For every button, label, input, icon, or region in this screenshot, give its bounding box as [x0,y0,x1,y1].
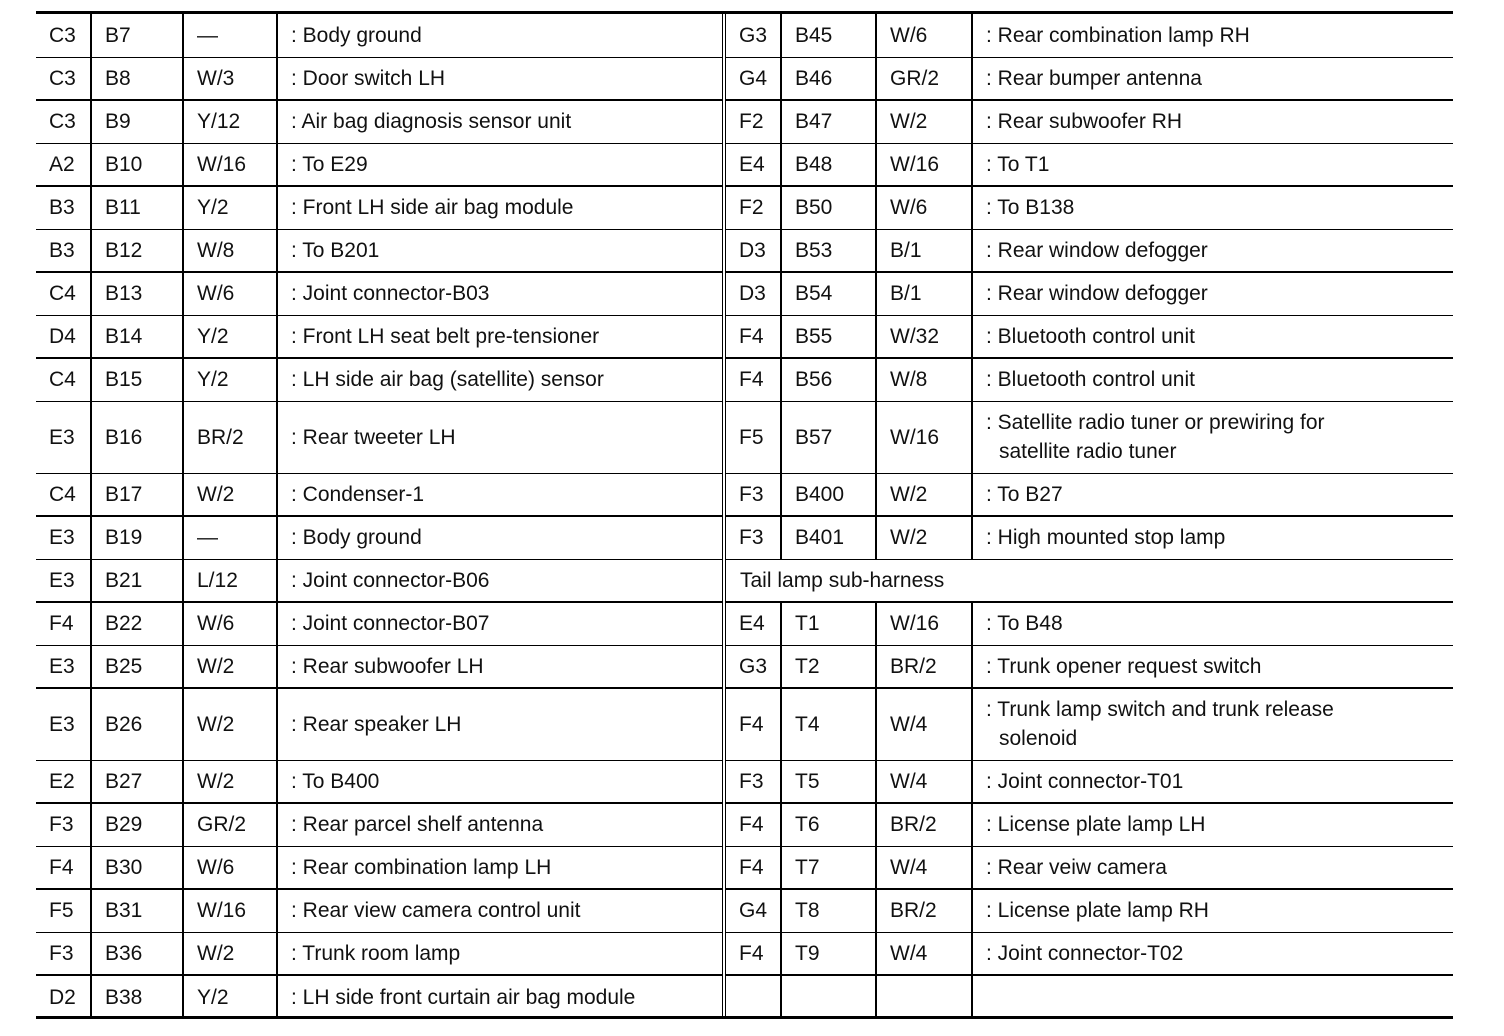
pins-cell: BR/2 [876,889,972,932]
pins-cell: W/3 [183,57,277,100]
connector-cell: B25 [91,645,183,688]
grid-cell: D2 [36,975,91,1018]
description-cell: : Body ground [277,516,722,559]
table-row [36,272,722,315]
table-row [36,473,722,516]
right-table [726,14,1453,1018]
grid-cell: D3 [726,272,781,315]
pins-cell: Y/2 [183,186,277,229]
description-cell: : To E29 [277,143,722,186]
table-row [726,760,1453,803]
pins-cell: W/4 [876,760,972,803]
description-cell: : To B48 [972,602,1453,645]
grid-cell: B3 [36,186,91,229]
connector-cell: T1 [781,602,876,645]
pins-cell: W/2 [183,688,277,760]
table-row [726,975,1453,1018]
connector-cell: B22 [91,602,183,645]
description-cell: : Body ground [277,14,722,57]
table-row [36,315,722,358]
description-cell: : Joint connector-T02 [972,932,1453,975]
pins-cell: BR/2 [183,401,277,473]
grid-cell: F3 [726,760,781,803]
grid-cell: A2 [36,143,91,186]
connector-cell: T9 [781,932,876,975]
description-cell: : To B27 [972,473,1453,516]
table-row [36,932,722,975]
connector-cell: B12 [91,229,183,272]
pins-cell: GR/2 [183,803,277,846]
table-row [36,229,722,272]
grid-cell: F3 [36,932,91,975]
grid-cell: G3 [726,645,781,688]
description-cell: : Joint connector-B07 [277,602,722,645]
pins-cell: W/8 [183,229,277,272]
description-cell: : Trunk room lamp [277,932,722,975]
pins-cell: W/2 [183,645,277,688]
pins-cell: W/4 [876,932,972,975]
table-row [36,559,722,602]
description-cell: : Rear parcel shelf antenna [277,803,722,846]
description-cell: : To B201 [277,229,722,272]
table-row [726,358,1453,401]
description-cell: : Joint connector-B03 [277,272,722,315]
table-row [36,975,722,1018]
pins-cell: BR/2 [876,645,972,688]
description-cell: : Rear combination lamp LH [277,846,722,889]
connector-cell: B14 [91,315,183,358]
connector-cell: B21 [91,559,183,602]
description-cell: : Rear combination lamp RH [972,14,1453,57]
table-row [726,272,1453,315]
grid-cell: G4 [726,889,781,932]
table-row [726,889,1453,932]
table-row [726,473,1453,516]
connector-cell: B11 [91,186,183,229]
table-row [726,229,1453,272]
table-row [36,846,722,889]
grid-cell: E3 [36,559,91,602]
pins-cell: W/32 [876,315,972,358]
connector-cell: T2 [781,645,876,688]
description-cell: : To T1 [972,143,1453,186]
description-cell: : License plate lamp LH [972,803,1453,846]
grid-cell: E3 [36,516,91,559]
pins-cell: W/6 [183,272,277,315]
description-cell [972,975,1453,1018]
table-row [36,186,722,229]
grid-cell: C3 [36,14,91,57]
description-line-1: : Trunk lamp switch and trunk release [986,698,1334,722]
grid-cell: F4 [726,358,781,401]
connector-cell: B10 [91,143,183,186]
section-header: Tail lamp sub-harness [726,559,1453,602]
connector-cell: B53 [781,229,876,272]
description-cell: : Front LH side air bag module [277,186,722,229]
connector-cell: B400 [781,473,876,516]
pins-cell: W/16 [876,602,972,645]
pins-cell: W/4 [876,846,972,889]
grid-cell: C4 [36,358,91,401]
pins-cell: GR/2 [876,57,972,100]
table-row [726,100,1453,143]
description-cell: : Front LH seat belt pre-tensioner [277,315,722,358]
grid-cell: F5 [36,889,91,932]
connector-cell: T4 [781,688,876,760]
connector-cell: B56 [781,358,876,401]
description-cell: : To B138 [972,186,1453,229]
grid-cell: F3 [726,516,781,559]
description-cell: : Rear view camera control unit [277,889,722,932]
grid-cell: F2 [726,186,781,229]
pins-cell: BR/2 [876,803,972,846]
grid-cell: E3 [36,645,91,688]
pins-cell: W/16 [183,143,277,186]
description-cell: : Rear bumper antenna [972,57,1453,100]
grid-cell: F4 [726,688,781,760]
pins-cell: — [183,516,277,559]
pins-cell: B/1 [876,229,972,272]
connector-cell: T8 [781,889,876,932]
grid-cell: F2 [726,100,781,143]
table-row [726,516,1453,559]
grid-cell: B3 [36,229,91,272]
connector-cell: B30 [91,846,183,889]
table-row [36,358,722,401]
grid-cell: D3 [726,229,781,272]
table-row [726,602,1453,645]
left-column-table [36,14,722,1018]
table-row [726,143,1453,186]
table-row [36,645,722,688]
connector-cell: B36 [91,932,183,975]
grid-cell: D4 [36,315,91,358]
grid-cell: E4 [726,602,781,645]
connector-cell: T6 [781,803,876,846]
connector-cell: B38 [91,975,183,1018]
grid-cell: F4 [726,932,781,975]
description-cell: : Condenser-1 [277,473,722,516]
pins-cell: W/16 [876,143,972,186]
table-row [36,57,722,100]
pins-cell: Y/2 [183,315,277,358]
grid-cell: G3 [726,14,781,57]
connector-cell: B57 [781,401,876,473]
connector-cell: T5 [781,760,876,803]
grid-cell: E2 [36,760,91,803]
table-row [726,688,1453,760]
pins-cell: W/6 [876,14,972,57]
connector-cell: B19 [91,516,183,559]
pins-cell: W/16 [183,889,277,932]
grid-cell: F4 [726,846,781,889]
description-cell: : Rear subwoofer RH [972,100,1453,143]
pins-cell: W/2 [876,100,972,143]
pins-cell [876,975,972,1018]
grid-cell: F4 [36,846,91,889]
description-cell: : Rear subwoofer LH [277,645,722,688]
pins-cell: W/2 [183,473,277,516]
connector-cell: T7 [781,846,876,889]
pins-cell: W/8 [876,358,972,401]
table-row [36,760,722,803]
connector-cell: B31 [91,889,183,932]
connector-cell: B29 [91,803,183,846]
description-cell [972,688,1453,760]
table-row [36,516,722,559]
pins-cell: W/6 [183,602,277,645]
connector-cell: B46 [781,57,876,100]
pins-cell: W/2 [183,932,277,975]
connector-cell: B48 [781,143,876,186]
connector-cell: B15 [91,358,183,401]
description-cell: : High mounted stop lamp [972,516,1453,559]
table-row [726,932,1453,975]
connector-cell: B54 [781,272,876,315]
description-cell [972,401,1453,473]
pins-cell: W/4 [876,688,972,760]
table-row [36,14,722,57]
pins-cell: Y/12 [183,100,277,143]
table-row [726,645,1453,688]
description-cell: : Bluetooth control unit [972,315,1453,358]
pins-cell: W/2 [876,473,972,516]
grid-cell: G4 [726,57,781,100]
grid-cell: E3 [36,401,91,473]
left-table [36,14,722,1018]
connector-cell: B55 [781,315,876,358]
table-row [726,846,1453,889]
connector-cell: B7 [91,14,183,57]
description-cell: : Rear veiw camera [972,846,1453,889]
description-cell: : Joint connector-T01 [972,760,1453,803]
pins-cell: W/2 [876,516,972,559]
pins-cell: L/12 [183,559,277,602]
description-cell: : Joint connector-B06 [277,559,722,602]
table-row [36,143,722,186]
connector-list-table [36,11,1453,1019]
grid-cell: F5 [726,401,781,473]
connector-cell: B26 [91,688,183,760]
grid-cell: F4 [726,315,781,358]
table-row [726,401,1453,473]
description-cell: : Rear tweeter LH [277,401,722,473]
description-cell: : Rear window defogger [972,272,1453,315]
grid-cell: C3 [36,57,91,100]
grid-cell: C4 [36,473,91,516]
description-cell: : Bluetooth control unit [972,358,1453,401]
pins-cell: W/6 [183,846,277,889]
description-cell: : License plate lamp RH [972,889,1453,932]
table-row [726,186,1453,229]
grid-cell: C3 [36,100,91,143]
grid-cell: C4 [36,272,91,315]
connector-cell: B27 [91,760,183,803]
description-cell: : Rear speaker LH [277,688,722,760]
connector-cell: B47 [781,100,876,143]
table-row [36,688,722,760]
grid-cell: F3 [36,803,91,846]
description-line-2: satellite radio tuner [999,440,1177,463]
grid-cell: E4 [726,143,781,186]
table-row [726,559,1453,602]
pins-cell: Y/2 [183,975,277,1018]
grid-cell: F4 [726,803,781,846]
grid-cell: F4 [36,602,91,645]
connector-cell: B17 [91,473,183,516]
right-column-table [726,14,1453,1018]
description-cell: : LH side front curtain air bag module [291,985,636,1009]
connector-cell: B13 [91,272,183,315]
grid-cell: F3 [726,473,781,516]
connector-cell: B45 [781,14,876,57]
table-row [726,315,1453,358]
connector-cell: B9 [91,100,183,143]
description-cell: : LH side air bag (satellite) sensor [277,358,722,401]
pins-cell: W/6 [876,186,972,229]
connector-cell [781,975,876,1018]
table-row [726,803,1453,846]
table-row [726,14,1453,57]
connector-cell: B50 [781,186,876,229]
pins-cell: B/1 [876,272,972,315]
grid-cell [726,975,781,1018]
table-row [36,803,722,846]
table-row [36,602,722,645]
description-cell: : Door switch LH [277,57,722,100]
table-row [36,100,722,143]
pins-cell: W/16 [876,401,972,473]
table-row [36,401,722,473]
grid-cell: E3 [36,688,91,760]
table-row [36,889,722,932]
description-cell: : Trunk opener request switch [972,645,1453,688]
connector-cell: B8 [91,57,183,100]
pins-cell: Y/2 [183,358,277,401]
pins-cell: W/2 [183,760,277,803]
description-cell: : Rear window defogger [972,229,1453,272]
description-line-2: solenoid [999,727,1078,751]
pins-cell: — [183,14,277,57]
description-line-1: : Satellite radio tuner or prewiring for [986,411,1325,434]
description-cell: : To B400 [277,760,722,803]
table-row [726,57,1453,100]
connector-cell: B401 [781,516,876,559]
description-cell: : Air bag diagnosis sensor unit [277,100,722,143]
connector-cell: B16 [91,401,183,473]
